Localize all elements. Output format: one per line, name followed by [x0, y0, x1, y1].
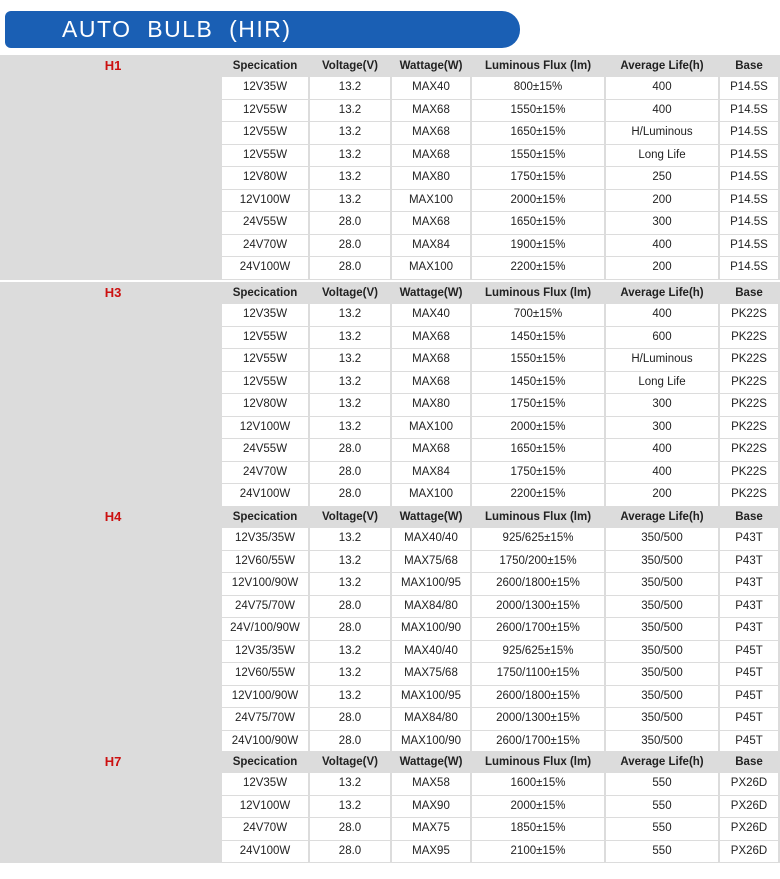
table-cell: MAX68	[392, 439, 470, 461]
table-cell: P14.5S	[720, 145, 778, 167]
table-cell: 13.2	[310, 551, 390, 573]
table-cell: MAX100/95	[392, 573, 470, 595]
table-cell: 2000±15%	[472, 796, 604, 818]
table-row	[0, 686, 780, 709]
table-row	[0, 484, 780, 507]
table-cell: MAX68	[392, 349, 470, 371]
table-cell: 24V70W	[222, 818, 308, 840]
table-row	[0, 551, 780, 574]
table-cell: H/Luminous	[606, 349, 718, 371]
table-row	[0, 462, 780, 485]
table-cell: PX26D	[720, 841, 778, 863]
table-cell: 200	[606, 257, 718, 279]
table-row	[0, 641, 780, 664]
table-cell: 350/500	[606, 641, 718, 663]
table-cell: 13.2	[310, 100, 390, 122]
table-cell: 28.0	[310, 731, 390, 753]
table-cell: 400	[606, 77, 718, 99]
section-h7	[0, 751, 780, 863]
table-cell: 700±15%	[472, 304, 604, 326]
table-cell: MAX40	[392, 304, 470, 326]
table-cell: P14.5S	[720, 100, 778, 122]
table-row	[0, 394, 780, 417]
table-cell: 13.2	[310, 573, 390, 595]
table-cell: P43T	[720, 551, 778, 573]
table-row	[0, 349, 780, 372]
table-cell: MAX100	[392, 484, 470, 506]
table-cell: 1550±15%	[472, 349, 604, 371]
table-cell: 12V80W	[222, 167, 308, 189]
table-cell: 1750/1100±15%	[472, 663, 604, 685]
table-row	[0, 596, 780, 619]
table-cell: 600	[606, 327, 718, 349]
table-cell: P43T	[720, 573, 778, 595]
table-cell: MAX100	[392, 417, 470, 439]
table-cell: 24V75/70W	[222, 596, 308, 618]
table-cell: MAX84	[392, 462, 470, 484]
table-cell: P45T	[720, 708, 778, 730]
table-cell: 13.2	[310, 773, 390, 795]
table-cell: 12V55W	[222, 327, 308, 349]
column-header: Specication	[232, 756, 298, 768]
table-cell: MAX68	[392, 372, 470, 394]
table-row	[0, 212, 780, 235]
table-cell: 350/500	[606, 686, 718, 708]
table-cell: 350/500	[606, 528, 718, 550]
table-cell: P45T	[720, 663, 778, 685]
table-cell: 13.2	[310, 304, 390, 326]
table-cell: MAX40	[392, 77, 470, 99]
section-h3	[0, 282, 780, 507]
table-cell: PX26D	[720, 796, 778, 818]
table-cell: 1750±15%	[472, 167, 604, 189]
table-cell: 13.2	[310, 528, 390, 550]
table-cell: P14.5S	[720, 167, 778, 189]
table-cell: PK22S	[720, 462, 778, 484]
table-cell: 24V100W	[222, 841, 308, 863]
table-cell: 350/500	[606, 573, 718, 595]
column-header: Wattage(W)	[399, 60, 463, 72]
table-cell: PX26D	[720, 773, 778, 795]
table-cell: 2000±15%	[472, 190, 604, 212]
column-header: Specication	[232, 60, 298, 72]
table-cell: PK22S	[720, 394, 778, 416]
column-header: Average Life(h)	[620, 756, 704, 768]
table-cell: P14.5S	[720, 190, 778, 212]
table-cell: 2600/1700±15%	[472, 731, 604, 753]
table-row	[0, 573, 780, 596]
table-cell: 24V100W	[222, 257, 308, 279]
table-cell: 1750/200±15%	[472, 551, 604, 573]
table-cell: MAX80	[392, 167, 470, 189]
table-cell: 2000/1300±15%	[472, 596, 604, 618]
table-cell: 12V35/35W	[222, 528, 308, 550]
column-header: Voltage(V)	[321, 511, 378, 523]
section-header	[0, 751, 780, 773]
table-row	[0, 100, 780, 123]
table-cell: 2600/1700±15%	[472, 618, 604, 640]
table-cell: MAX100	[392, 257, 470, 279]
table-cell: 24V/100/90W	[222, 618, 308, 640]
table-cell: 925/625±15%	[472, 528, 604, 550]
table-cell: 28.0	[310, 841, 390, 863]
table-cell: 2600/1800±15%	[472, 573, 604, 595]
table-cell: P43T	[720, 528, 778, 550]
table-cell: P45T	[720, 731, 778, 753]
table-cell: 12V100W	[222, 190, 308, 212]
table-cell: 28.0	[310, 235, 390, 257]
table-cell: 1650±15%	[472, 212, 604, 234]
table-cell: 13.2	[310, 663, 390, 685]
table-cell: MAX75/68	[392, 551, 470, 573]
table-cell: H/Luminous	[606, 122, 718, 144]
table-cell: MAX68	[392, 122, 470, 144]
table-cell: 13.2	[310, 372, 390, 394]
column-header: Base	[735, 756, 763, 768]
table-cell: 1550±15%	[472, 145, 604, 167]
table-cell: 24V55W	[222, 212, 308, 234]
table-cell: 28.0	[310, 484, 390, 506]
table-cell: 400	[606, 304, 718, 326]
model-label: H7	[104, 754, 122, 769]
column-header: Luminous Flux (lm)	[484, 60, 592, 72]
table-cell: 28.0	[310, 596, 390, 618]
table-cell: 2200±15%	[472, 257, 604, 279]
table-cell: MAX68	[392, 145, 470, 167]
table-cell: 400	[606, 462, 718, 484]
table-cell: P45T	[720, 641, 778, 663]
column-header: Voltage(V)	[321, 60, 378, 72]
table-cell: MAX80	[392, 394, 470, 416]
title-banner	[5, 11, 520, 48]
table-cell: MAX100/90	[392, 618, 470, 640]
table-cell: 12V60/55W	[222, 663, 308, 685]
section-h1	[0, 55, 780, 280]
table-cell: MAX100/95	[392, 686, 470, 708]
column-header: Average Life(h)	[620, 287, 704, 299]
section-header	[0, 282, 780, 304]
table-cell: PK22S	[720, 372, 778, 394]
table-cell: 13.2	[310, 190, 390, 212]
table-cell: PX26D	[720, 818, 778, 840]
table-cell: MAX75/68	[392, 663, 470, 685]
table-cell: 350/500	[606, 731, 718, 753]
table-cell: MAX40/40	[392, 528, 470, 550]
table-cell: 12V35W	[222, 773, 308, 795]
table-cell: PK22S	[720, 484, 778, 506]
column-header: Voltage(V)	[321, 756, 378, 768]
table-cell: 12V80W	[222, 394, 308, 416]
column-header: Wattage(W)	[399, 756, 463, 768]
table-row	[0, 841, 780, 864]
table-cell: 1750±15%	[472, 394, 604, 416]
table-cell: P14.5S	[720, 257, 778, 279]
table-cell: MAX84	[392, 235, 470, 257]
table-cell: 12V60/55W	[222, 551, 308, 573]
table-cell: 300	[606, 394, 718, 416]
section-header	[0, 506, 780, 528]
table-cell: 12V100/90W	[222, 686, 308, 708]
table-cell: 300	[606, 417, 718, 439]
table-cell: 12V55W	[222, 372, 308, 394]
table-cell: 925/625±15%	[472, 641, 604, 663]
table-cell: 28.0	[310, 618, 390, 640]
table-cell: P43T	[720, 596, 778, 618]
table-row	[0, 145, 780, 168]
model-label: H3	[104, 285, 122, 300]
table-cell: MAX100	[392, 190, 470, 212]
table-cell: 12V55W	[222, 349, 308, 371]
table-cell: PK22S	[720, 349, 778, 371]
table-cell: 13.2	[310, 167, 390, 189]
table-cell: 350/500	[606, 663, 718, 685]
table-cell: P14.5S	[720, 212, 778, 234]
table-cell: MAX68	[392, 327, 470, 349]
table-row	[0, 439, 780, 462]
table-cell: 12V100/90W	[222, 573, 308, 595]
table-cell: MAX90	[392, 796, 470, 818]
table-cell: 28.0	[310, 212, 390, 234]
table-cell: 24V70W	[222, 462, 308, 484]
column-header: Average Life(h)	[620, 60, 704, 72]
model-label: H4	[104, 509, 122, 524]
table-cell: PK22S	[720, 417, 778, 439]
table-cell: 13.2	[310, 796, 390, 818]
table-cell: 350/500	[606, 596, 718, 618]
table-cell: 1650±15%	[472, 122, 604, 144]
column-header: Specication	[232, 511, 298, 523]
table-row	[0, 304, 780, 327]
column-header: Luminous Flux (lm)	[484, 756, 592, 768]
page-title: AUTO BULB (HIR)	[62, 16, 292, 42]
table-cell: P14.5S	[720, 77, 778, 99]
table-cell: P45T	[720, 686, 778, 708]
table-cell: 13.2	[310, 686, 390, 708]
column-header: Specication	[232, 287, 298, 299]
table-cell: 200	[606, 190, 718, 212]
column-header: Average Life(h)	[620, 511, 704, 523]
table-row	[0, 796, 780, 819]
table-cell: MAX68	[392, 212, 470, 234]
table-cell: 28.0	[310, 708, 390, 730]
table-row	[0, 167, 780, 190]
table-cell: 1900±15%	[472, 235, 604, 257]
table-row	[0, 663, 780, 686]
table-row	[0, 731, 780, 754]
table-cell: 24V70W	[222, 235, 308, 257]
table-cell: 1550±15%	[472, 100, 604, 122]
table-cell: 13.2	[310, 641, 390, 663]
table-cell: 28.0	[310, 257, 390, 279]
table-cell: 13.2	[310, 122, 390, 144]
column-header: Base	[735, 511, 763, 523]
table-cell: MAX40/40	[392, 641, 470, 663]
table-row	[0, 257, 780, 280]
column-header: Wattage(W)	[399, 511, 463, 523]
table-cell: 1450±15%	[472, 372, 604, 394]
column-header: Wattage(W)	[399, 287, 463, 299]
table-cell: 1750±15%	[472, 462, 604, 484]
table-cell: 12V100W	[222, 796, 308, 818]
table-cell: 12V35/35W	[222, 641, 308, 663]
table-cell: 400	[606, 100, 718, 122]
model-label: H1	[104, 58, 122, 73]
table-cell: 12V35W	[222, 77, 308, 99]
table-cell: MAX84/80	[392, 596, 470, 618]
table-cell: 2100±15%	[472, 841, 604, 863]
column-header: Base	[735, 287, 763, 299]
table-row	[0, 327, 780, 350]
table-cell: 13.2	[310, 349, 390, 371]
table-row	[0, 122, 780, 145]
table-cell: 300	[606, 212, 718, 234]
table-row	[0, 372, 780, 395]
table-cell: 350/500	[606, 708, 718, 730]
table-cell: 28.0	[310, 818, 390, 840]
table-cell: 550	[606, 796, 718, 818]
table-cell: 1850±15%	[472, 818, 604, 840]
column-header: Base	[735, 60, 763, 72]
column-header: Luminous Flux (lm)	[484, 511, 592, 523]
table-cell: MAX95	[392, 841, 470, 863]
table-cell: 2000±15%	[472, 417, 604, 439]
table-cell: Long Life	[606, 145, 718, 167]
table-cell: 550	[606, 773, 718, 795]
column-header: Voltage(V)	[321, 287, 378, 299]
table-row	[0, 708, 780, 731]
table-cell: 250	[606, 167, 718, 189]
table-row	[0, 190, 780, 213]
table-row	[0, 818, 780, 841]
column-header: Luminous Flux (lm)	[484, 287, 592, 299]
table-cell: 13.2	[310, 77, 390, 99]
table-cell: 24V100W	[222, 484, 308, 506]
table-cell: 12V55W	[222, 100, 308, 122]
table-cell: P14.5S	[720, 122, 778, 144]
table-row	[0, 77, 780, 100]
table-cell: MAX84/80	[392, 708, 470, 730]
table-cell: 400	[606, 439, 718, 461]
table-cell: 24V75/70W	[222, 708, 308, 730]
table-cell: P43T	[720, 618, 778, 640]
table-cell: P14.5S	[720, 235, 778, 257]
table-cell: 13.2	[310, 417, 390, 439]
table-row	[0, 618, 780, 641]
table-row	[0, 417, 780, 440]
table-cell: 400	[606, 235, 718, 257]
table-cell: 2000/1300±15%	[472, 708, 604, 730]
table-cell: 1650±15%	[472, 439, 604, 461]
table-cell: PK22S	[720, 327, 778, 349]
table-cell: 350/500	[606, 551, 718, 573]
table-cell: MAX75	[392, 818, 470, 840]
table-cell: 12V100W	[222, 417, 308, 439]
section-header	[0, 55, 780, 77]
table-cell: 24V100/90W	[222, 731, 308, 753]
table-cell: 200	[606, 484, 718, 506]
table-cell: 13.2	[310, 145, 390, 167]
table-cell: MAX68	[392, 100, 470, 122]
table-row	[0, 528, 780, 551]
table-cell: 550	[606, 818, 718, 840]
table-row	[0, 235, 780, 258]
table-cell: 550	[606, 841, 718, 863]
table-cell: 12V55W	[222, 122, 308, 144]
table-cell: 800±15%	[472, 77, 604, 99]
table-cell: Long Life	[606, 372, 718, 394]
table-cell: 2200±15%	[472, 484, 604, 506]
table-cell: 24V55W	[222, 439, 308, 461]
table-cell: 1600±15%	[472, 773, 604, 795]
table-cell: MAX100/90	[392, 731, 470, 753]
table-cell: 28.0	[310, 439, 390, 461]
table-cell: MAX58	[392, 773, 470, 795]
table-cell: PK22S	[720, 439, 778, 461]
section-h4	[0, 506, 780, 753]
table-cell: 28.0	[310, 462, 390, 484]
table-cell: 13.2	[310, 394, 390, 416]
table-cell: 1450±15%	[472, 327, 604, 349]
table-cell: 12V55W	[222, 145, 308, 167]
table-cell: 2600/1800±15%	[472, 686, 604, 708]
table-cell: 13.2	[310, 327, 390, 349]
table-cell: 350/500	[606, 618, 718, 640]
table-cell: 12V35W	[222, 304, 308, 326]
table-row	[0, 773, 780, 796]
table-cell: PK22S	[720, 304, 778, 326]
